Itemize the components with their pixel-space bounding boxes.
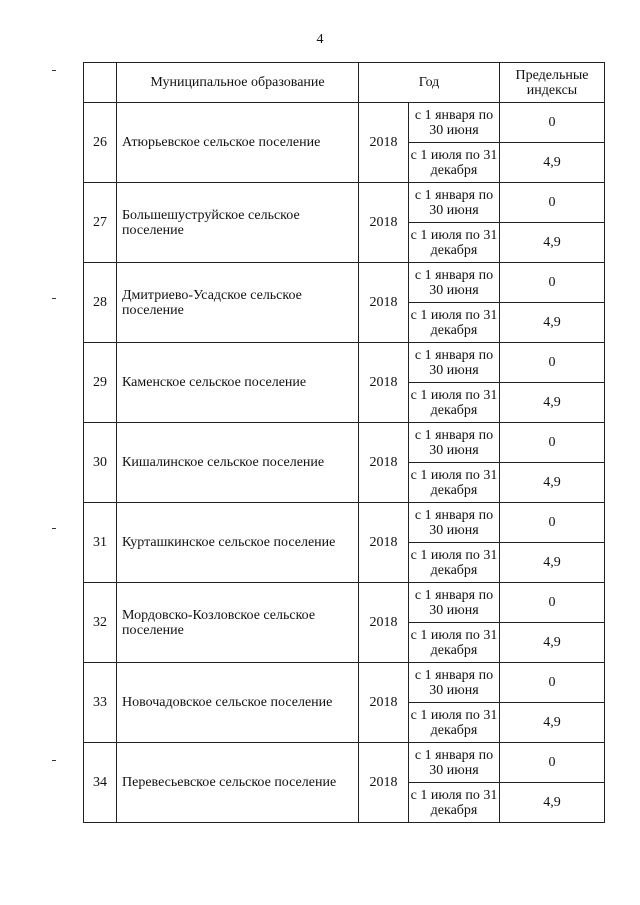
index-cell: 0	[500, 423, 605, 463]
period-cell: с 1 июля по 31 декабря	[409, 303, 500, 343]
period-cell: с 1 января по 30 июня	[409, 343, 500, 383]
index-cell: 4,9	[500, 623, 605, 663]
period-cell: с 1 января по 30 июня	[409, 503, 500, 543]
table-row	[84, 103, 605, 143]
index-cell: 4,9	[500, 543, 605, 583]
period-cell: с 1 января по 30 июня	[409, 663, 500, 703]
period-cell: с 1 января по 30 июня	[409, 583, 500, 623]
year-cell: 2018	[359, 103, 409, 183]
period-cell: с 1 января по 30 июня	[409, 183, 500, 223]
year-cell: 2018	[359, 263, 409, 343]
year-cell: 2018	[359, 663, 409, 743]
period-cell: с 1 июля по 31 декабря	[409, 463, 500, 503]
row-number: 32	[84, 583, 117, 663]
index-cell: 0	[500, 183, 605, 223]
index-cell: 0	[500, 743, 605, 783]
period-cell: с 1 июля по 31 декабря	[409, 383, 500, 423]
table-row	[84, 583, 605, 623]
year-cell: 2018	[359, 503, 409, 583]
index-cell: 0	[500, 583, 605, 623]
index-cell: 4,9	[500, 383, 605, 423]
header-indices: Предельные индексы	[500, 63, 605, 103]
margin-mark	[52, 70, 56, 71]
index-cell: 0	[500, 503, 605, 543]
index-cell: 4,9	[500, 783, 605, 823]
index-cell: 0	[500, 663, 605, 703]
table-row	[84, 263, 605, 303]
period-cell: с 1 июля по 31 декабря	[409, 703, 500, 743]
index-cell: 4,9	[500, 463, 605, 503]
row-number: 28	[84, 263, 117, 343]
table-row	[84, 503, 605, 543]
margin-mark	[52, 528, 56, 529]
year-cell: 2018	[359, 343, 409, 423]
index-cell: 0	[500, 103, 605, 143]
municipality-name: Кишалинское сельское поселение	[117, 423, 359, 503]
municipality-name: Каменское сельское поселение	[117, 343, 359, 423]
table-row	[84, 183, 605, 223]
row-number: 26	[84, 103, 117, 183]
year-cell: 2018	[359, 183, 409, 263]
municipality-name: Мордовско-Козловское сельское поселение	[117, 583, 359, 663]
margin-mark	[52, 298, 56, 299]
table-row	[84, 423, 605, 463]
table-row	[84, 663, 605, 703]
table-row	[84, 743, 605, 783]
indices-table	[83, 62, 605, 823]
year-cell: 2018	[359, 743, 409, 823]
municipality-name: Дмитриево-Усадское сельское поселение	[117, 263, 359, 343]
municipality-name: Большешуструйское сельское поселение	[117, 183, 359, 263]
header-municipality: Муниципальное образование	[117, 63, 359, 103]
page-number: 4	[316, 32, 324, 47]
index-cell: 4,9	[500, 143, 605, 183]
period-cell: с 1 января по 30 июня	[409, 743, 500, 783]
municipality-name: Атюрьевское сельское поселение	[117, 103, 359, 183]
row-number: 30	[84, 423, 117, 503]
period-cell: с 1 июля по 31 декабря	[409, 543, 500, 583]
row-number: 27	[84, 183, 117, 263]
row-number: 29	[84, 343, 117, 423]
period-cell: с 1 января по 30 июня	[409, 103, 500, 143]
period-cell: с 1 июля по 31 декабря	[409, 783, 500, 823]
year-cell: 2018	[359, 423, 409, 503]
period-cell: с 1 июля по 31 декабря	[409, 143, 500, 183]
municipality-name: Перевесьевское сельское поселение	[117, 743, 359, 823]
municipality-name: Курташкинское сельское поселение	[117, 503, 359, 583]
header-year: Год	[359, 63, 500, 103]
period-cell: с 1 июля по 31 декабря	[409, 223, 500, 263]
period-cell: с 1 июля по 31 декабря	[409, 623, 500, 663]
row-number: 34	[84, 743, 117, 823]
municipality-name: Новочадовское сельское поселение	[117, 663, 359, 743]
index-cell: 4,9	[500, 223, 605, 263]
table-row	[84, 343, 605, 383]
row-number: 31	[84, 503, 117, 583]
index-cell: 4,9	[500, 303, 605, 343]
year-cell: 2018	[359, 583, 409, 663]
index-cell: 0	[500, 343, 605, 383]
margin-mark	[52, 760, 56, 761]
period-cell: с 1 января по 30 июня	[409, 263, 500, 303]
header-num	[84, 63, 117, 103]
row-number: 33	[84, 663, 117, 743]
table-header-row	[84, 63, 605, 103]
index-cell: 4,9	[500, 703, 605, 743]
period-cell: с 1 января по 30 июня	[409, 423, 500, 463]
index-cell: 0	[500, 263, 605, 303]
